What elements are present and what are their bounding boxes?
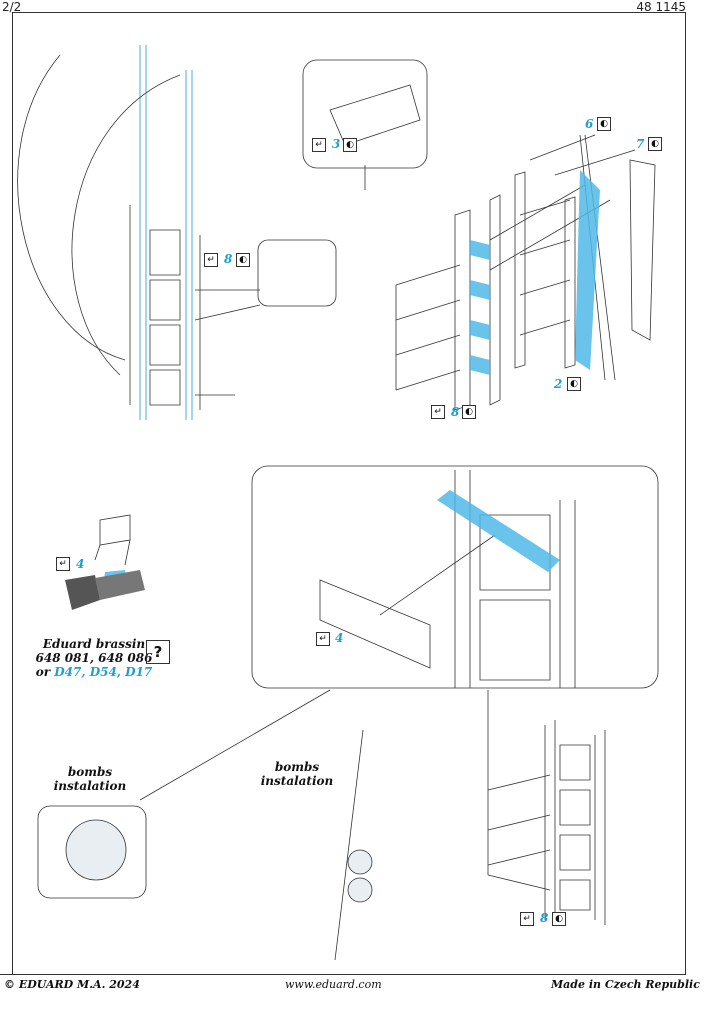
fold-icon: ↵ bbox=[56, 557, 70, 571]
fold-icon: ↵ bbox=[520, 912, 534, 926]
step-number: 4 bbox=[335, 631, 344, 645]
paint-icon: ◐ bbox=[236, 253, 250, 267]
fold-icon: ↵ bbox=[312, 138, 326, 152]
step-number: 2 bbox=[554, 377, 563, 391]
question-icon: ? bbox=[146, 640, 170, 664]
step-number: 4 bbox=[76, 557, 85, 571]
fold-icon: ↵ bbox=[316, 632, 330, 646]
step-number: 8 bbox=[540, 911, 549, 925]
fold-icon: ↵ bbox=[431, 405, 445, 419]
step-number: 7 bbox=[636, 137, 645, 151]
made-in: Made in Czech Republic bbox=[551, 978, 700, 991]
step-number: 8 bbox=[224, 252, 233, 266]
paint-icon: ◐ bbox=[462, 405, 476, 419]
step-number: 6 bbox=[585, 117, 594, 131]
step-number: 3 bbox=[332, 137, 341, 151]
fold-icon: ↵ bbox=[204, 253, 218, 267]
brassin-line2: 648 081, 648 086 bbox=[35, 651, 153, 665]
paint-icon: ◐ bbox=[343, 138, 357, 152]
brassin-codes: D47, D54, D17 bbox=[54, 665, 153, 679]
brassin-line1: Eduard brassin bbox=[42, 637, 146, 651]
paint-icon: ◐ bbox=[648, 137, 662, 151]
copyright: © EDUARD M.A. 2024 bbox=[4, 978, 140, 991]
bombs-label-left: bombs instalation bbox=[53, 765, 127, 793]
footer-divider bbox=[0, 974, 686, 975]
bombs-label-middle: bombs instalation bbox=[260, 760, 334, 788]
paint-icon: ◐ bbox=[597, 117, 611, 131]
product-code: 48 1145 bbox=[636, 0, 686, 14]
brassin-note bbox=[24, 637, 164, 679]
website-link[interactable]: www.eduard.com bbox=[285, 978, 382, 991]
paint-icon: ◐ bbox=[552, 912, 566, 926]
step-number: 8 bbox=[451, 405, 460, 419]
page-number: 2/2 bbox=[2, 0, 22, 14]
paint-icon: ◐ bbox=[567, 377, 581, 391]
brassin-line3: or D47, D54, D17 bbox=[35, 665, 153, 679]
